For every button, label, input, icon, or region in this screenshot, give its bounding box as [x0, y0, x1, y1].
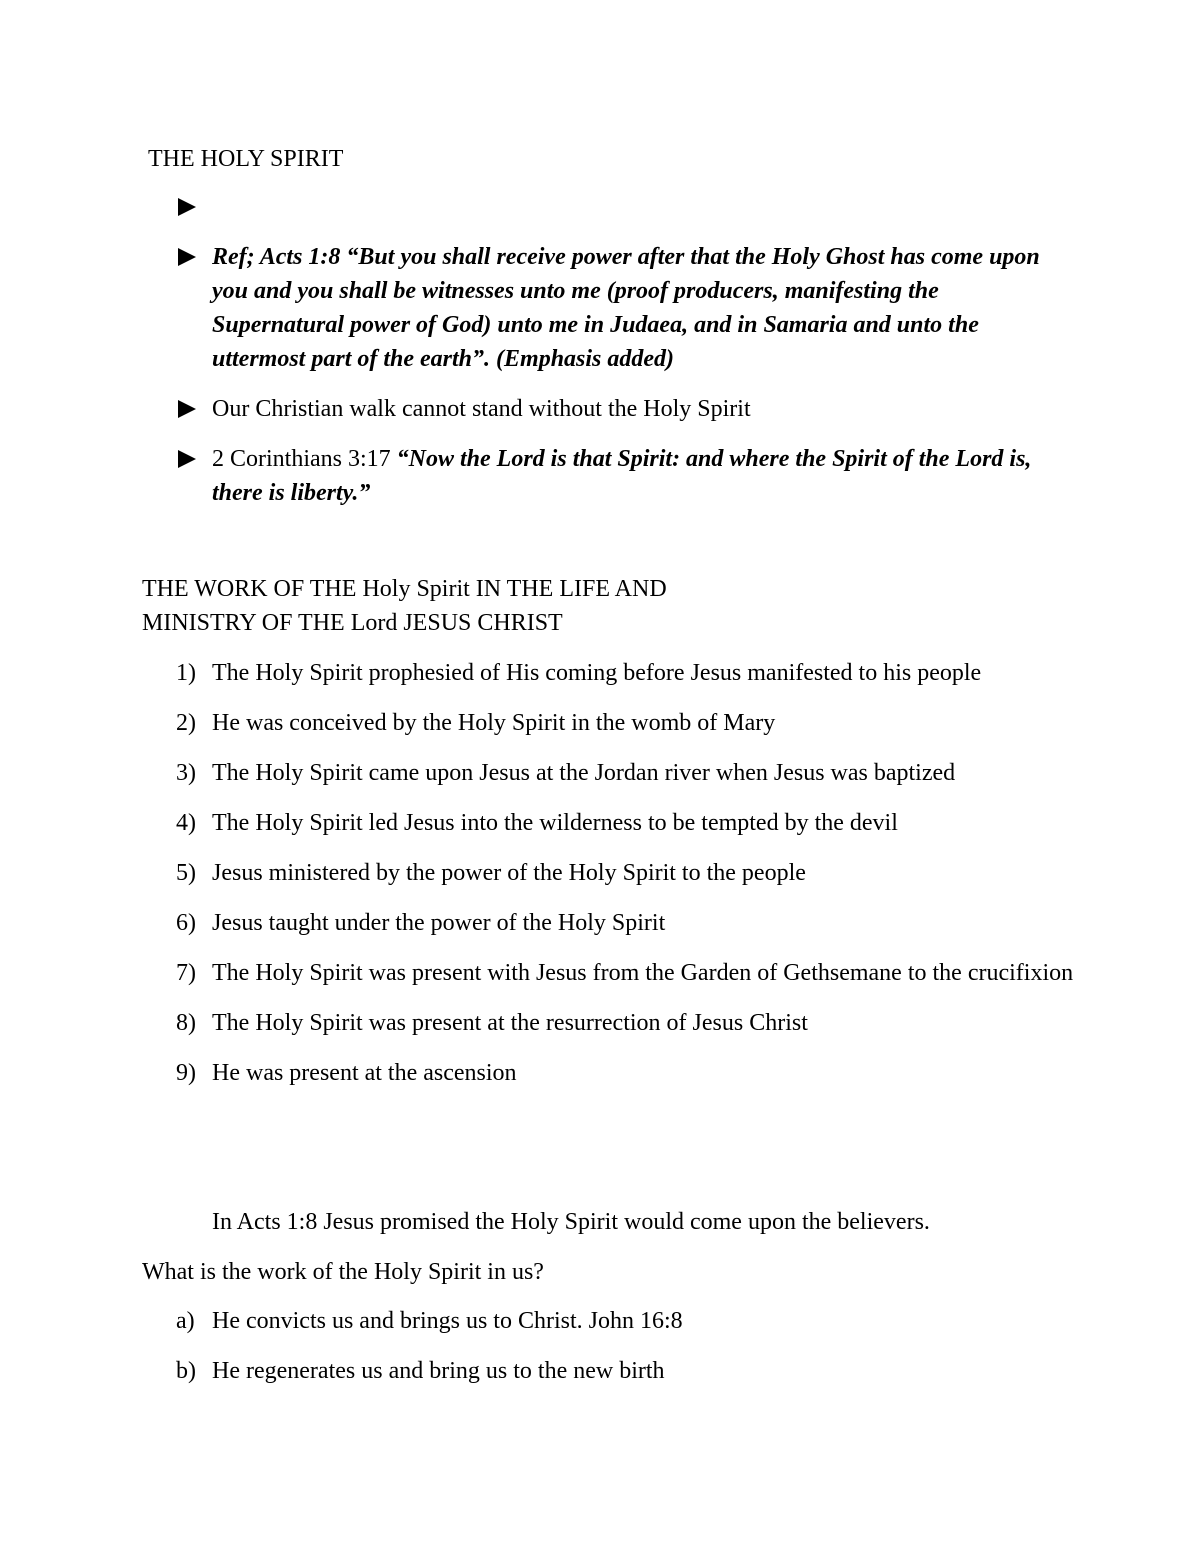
list-marker: a): [176, 1308, 195, 1334]
list-item-text: He was present at the ascension: [212, 1060, 517, 1086]
list-item: [176, 1304, 1076, 1338]
list-marker: 6): [176, 910, 196, 936]
bullet-text: [212, 396, 751, 422]
bullet-item: [176, 392, 1076, 426]
list-item: [176, 756, 1076, 790]
right-triangle-icon: [176, 392, 198, 426]
list-marker: 5): [176, 860, 196, 886]
bullet-text: [212, 446, 1031, 506]
right-triangle-icon: [176, 442, 198, 476]
bullet-list: [176, 190, 1076, 526]
list-item-text: He regenerates us and bring us to the new birth: [212, 1358, 665, 1384]
indented-note: In Acts 1:8 Jesus promised the Holy Spirit would come upon the believers.: [212, 1209, 930, 1235]
bullet-text-segment: Our Christian walk cannot stand without the Holy Spirit: [212, 396, 751, 422]
right-triangle-icon: [176, 240, 198, 274]
bullet-text: [212, 244, 1040, 372]
list-item: [176, 906, 1076, 940]
list-item-text: The Holy Spirit led Jesus into the wilderness to be tempted by the devil: [212, 810, 898, 836]
list-item-text: Jesus taught under the power of the Holy Spirit: [212, 910, 666, 936]
question-heading: What is the work of the Holy Spirit in us?: [142, 1259, 544, 1285]
list-item: [176, 706, 1076, 740]
list-item: [176, 1006, 1076, 1040]
list-marker: 1): [176, 660, 196, 686]
section-heading: [142, 572, 1042, 640]
list-item: [176, 1056, 1076, 1090]
list-item: [176, 656, 1076, 690]
list-marker: 4): [176, 810, 196, 836]
page-title: THE HOLY SPIRIT: [148, 146, 344, 172]
list-marker: b): [176, 1358, 196, 1384]
list-item-text: The Holy Spirit was present with Jesus from the Garden of Gethsemane to the crucifixion: [212, 960, 1074, 986]
list-item-text: He was conceived by the Holy Spirit in the womb of Mary: [212, 710, 776, 736]
list-item-text: Jesus ministered by the power of the Holy Spirit to the people: [212, 860, 806, 886]
lettered-list: [176, 1304, 1076, 1404]
right-triangle-icon: [176, 190, 198, 224]
list-item: [176, 856, 1076, 890]
list-item-text: The Holy Spirit came upon Jesus at the Jordan river when Jesus was baptized: [212, 760, 956, 786]
list-marker: 2): [176, 710, 196, 736]
numbered-list: [176, 656, 1076, 1106]
list-item-text: The Holy Spirit was present at the resurrection of Jesus Christ: [212, 1010, 808, 1036]
list-marker: 9): [176, 1060, 196, 1086]
list-item: [176, 1354, 1076, 1388]
section-heading-line: MINISTRY OF THE Lord JESUS CHRIST: [142, 610, 563, 636]
list-marker: 8): [176, 1010, 196, 1036]
bullet-text-segment: “Now the Lord is that Spirit: and where the Spirit of the Lord is, there is liberty.”: [212, 446, 1032, 506]
list-marker: 7): [176, 960, 196, 986]
bullet-item: [176, 190, 1076, 224]
bullet-text-segment: Ref; Acts 1:8 “But you shall receive power after that the Holy Ghost has come upon you and you shall be witnesses unto me (proof producers, manifesting the Supernatural power of God) unto me in Judaea, and in Samaria and unto the uttermost part of the earth”. (Emphasis added): [212, 244, 1040, 372]
list-marker: 3): [176, 760, 196, 786]
list-item-text: He convicts us and brings us to Christ. John 16:8: [212, 1308, 683, 1334]
section-heading-line: THE WORK OF THE Holy Spirit IN THE LIFE AND: [142, 576, 667, 602]
bullet-item: [176, 240, 1076, 376]
list-item: [176, 806, 1076, 840]
bullet-text-segment: 2 Corinthians 3:17: [212, 446, 397, 472]
list-item-text: The Holy Spirit prophesied of His coming before Jesus manifested to his people: [212, 660, 982, 686]
bullet-item: [176, 442, 1076, 510]
list-item: [176, 956, 1076, 990]
